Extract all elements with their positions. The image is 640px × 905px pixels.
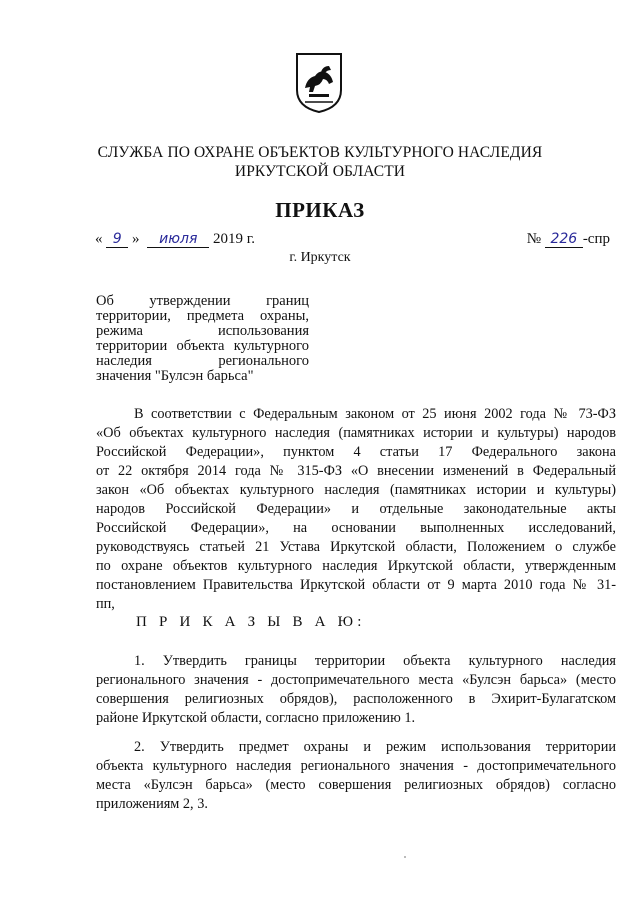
order-item-line: места «Булсэн барьса» (место совершения религиозных обрядов) согласно xyxy=(96,777,616,793)
date-open-quote: « xyxy=(95,231,103,247)
agency-name xyxy=(60,143,580,181)
preamble-line: постановлением Правительства Иркутской области от 9 марта 2010 года № 31- xyxy=(96,577,616,593)
document-date xyxy=(95,231,255,248)
number-value: 226 xyxy=(545,232,583,248)
order-item-line: 2. Утвердить предмет охраны и режим использования территории xyxy=(134,739,616,755)
order-item-line: регионального значения - достопримечательного места «Булсэн барьса» (место xyxy=(96,672,616,688)
document-subject xyxy=(96,294,309,384)
subject-line: наследия регионального xyxy=(96,353,309,369)
order-word: П Р И К А З Ы В А Ю: xyxy=(136,614,366,630)
preamble-paragraph xyxy=(96,405,616,614)
agency-name-line2: ИРКУТСКОЙ ОБЛАСТИ xyxy=(234,163,406,180)
preamble-line: Российской Федерации», на основании выполненных исследований, xyxy=(96,520,616,536)
document-title: ПРИКАЗ xyxy=(275,198,365,222)
subject-line: территории объекта культурного xyxy=(96,338,309,354)
subject-line: Об утверждении границ xyxy=(96,293,309,309)
date-year: 2019 г. xyxy=(213,231,255,247)
preamble-line: Российской Федерации», пунктом 4 статьи 17 Федерального закона xyxy=(96,444,616,460)
date-day: 9 xyxy=(106,232,128,248)
order-item-1 xyxy=(96,652,616,728)
number-prefix: № xyxy=(526,231,542,247)
order-item-line: 1. Утвердить границы территории объекта культурного наследия xyxy=(134,653,616,669)
preamble-line: от 22 октября 2014 года № 315-ФЗ «О внесении изменений в Федеральный xyxy=(96,463,616,479)
preamble-line: закон «Об объектах культурного наследия (памятниках истории и культуры) xyxy=(96,482,616,498)
document-city: г. Иркутск xyxy=(289,250,351,265)
preamble-line: пп, xyxy=(96,596,115,612)
preamble-line: В соответствии с Федеральным законом от 25 июня 2002 года № 73-ФЗ xyxy=(134,406,616,422)
subject-line: территории, предмета охраны, xyxy=(96,308,309,324)
order-item-2 xyxy=(96,738,616,814)
date-month: июля xyxy=(147,232,209,248)
agency-name-line1: СЛУЖБА ПО ОХРАНЕ ОБЪЕКТОВ КУЛЬТУРНОГО НАСЛЕДИЯ xyxy=(97,144,543,161)
subject-line: значения "Булсэн барьса" xyxy=(96,368,254,384)
order-item-line: приложениям 2, 3. xyxy=(96,796,208,812)
order-item-line: совершения религиозных обрядов), расположенного в Эхирит-Булагатском xyxy=(96,691,616,707)
preamble-line: «Об объектах культурного наследия (памятниках истории и культуры) народов xyxy=(96,425,616,441)
preamble-line: народов Российской Федерации» и отдельные законодательные акты xyxy=(96,501,616,517)
number-suffix: -спр xyxy=(582,231,610,247)
order-item-line: районе Иркутской области, согласно приложению 1. xyxy=(96,710,416,726)
preamble-line: по охране объектов культурного наследия Иркутской области, утвержденным xyxy=(96,558,616,574)
coat-of-arms-icon xyxy=(295,52,343,114)
date-close-quote: » xyxy=(132,231,140,247)
scan-dot xyxy=(404,856,406,858)
document-number xyxy=(527,231,610,248)
order-item-line: объекта культурного наследия регионального значения - достопримечательного xyxy=(96,758,616,774)
preamble-line: руководствуясь статьей 21 Устава Иркутской области, Положением о службе xyxy=(96,539,616,555)
subject-line: режима использования xyxy=(96,323,309,339)
